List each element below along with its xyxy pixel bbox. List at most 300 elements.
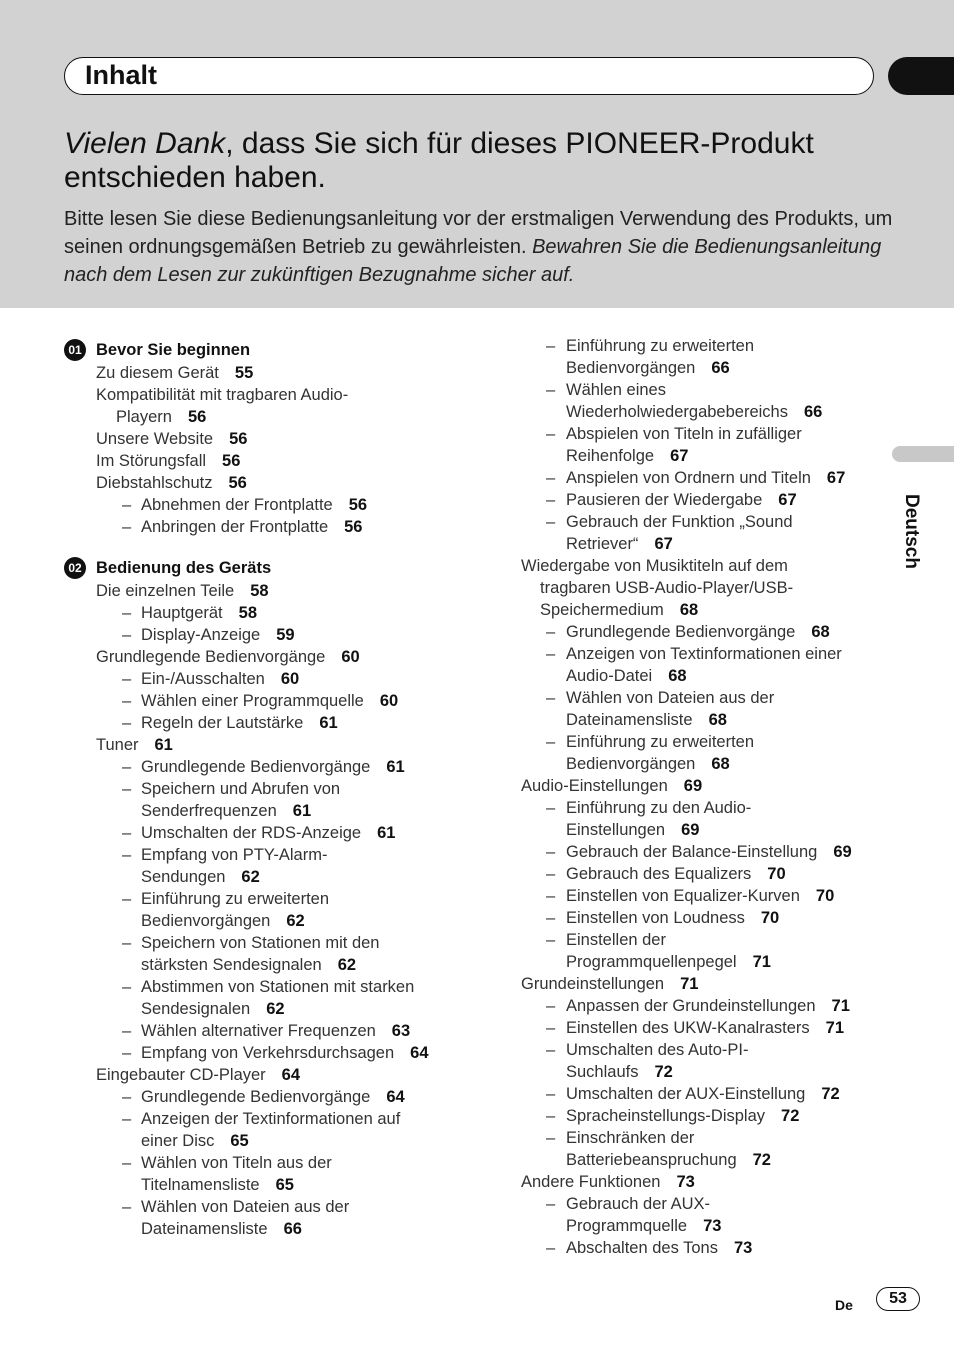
toc-page-number: 72: [752, 1151, 771, 1169]
header-tab-marker: [888, 57, 954, 95]
toc-entry-line: [64, 1196, 464, 1218]
toc-entry: [64, 734, 464, 756]
toc-entry-text: Audio-Datei: [566, 667, 653, 685]
toc-entry-line: [521, 577, 891, 599]
toc-page-number: 73: [703, 1217, 722, 1235]
section-title: Inhalt: [85, 60, 157, 90]
toc-page-number: 62: [241, 868, 260, 886]
toc-entry-text: Einstellen der: [566, 931, 666, 949]
toc-page-number: 65: [275, 1176, 294, 1194]
toc-page-number: 68: [711, 755, 730, 773]
toc-subentry: [521, 841, 891, 863]
toc-dash: –: [546, 843, 556, 861]
toc-subentry: [521, 1127, 891, 1171]
toc-entry-line: [64, 602, 464, 624]
toc-entry-text: Senderfrequenzen: [141, 802, 277, 820]
toc-page-number: 70: [767, 865, 786, 883]
toc-page-number: 71: [831, 997, 850, 1015]
toc-page-number: 72: [654, 1063, 673, 1081]
toc-entry-text: Umschalten des Auto-PI-: [566, 1041, 749, 1059]
toc-entry-text: Regeln der Lautstärke: [141, 714, 304, 732]
toc-page-number: 72: [781, 1107, 800, 1125]
toc-dash: –: [546, 1195, 556, 1213]
toc-page-number: 68: [679, 601, 699, 619]
toc-entry-text: tragbaren USB-Audio-Player/USB-: [540, 579, 794, 597]
toc-page-number: 64: [281, 1066, 301, 1084]
toc-page-number: 62: [286, 912, 305, 930]
toc-entry-text: Grundlegende Bedienvorgänge: [96, 648, 326, 666]
toc-entry-text: Anzeigen von Textinformationen einer: [566, 645, 842, 663]
toc-entry-line: [64, 384, 464, 406]
toc-entry-line: [521, 1237, 891, 1259]
toc-entry-text: Einführung zu erweiterten: [141, 890, 330, 908]
toc-page-number: 69: [683, 777, 703, 795]
toc-dash: –: [122, 1110, 132, 1128]
toc-dash: –: [122, 978, 132, 996]
toc-subentry: [521, 621, 891, 643]
language-tab-marker: [892, 446, 954, 462]
toc-entry-text: Audio-Einstellungen: [521, 777, 668, 795]
toc-dash: –: [546, 1019, 556, 1037]
toc-subentry: [521, 731, 891, 775]
toc-entry-text: Wählen von Dateien aus der: [566, 689, 775, 707]
toc-subentry: [521, 489, 891, 511]
toc-entry-line: [521, 951, 891, 973]
toc-dash: –: [122, 604, 132, 622]
toc-entry-text: Umschalten der RDS-Anzeige: [141, 824, 362, 842]
toc-entry-text: Kompatibilität mit tragbaren Audio-: [96, 386, 349, 404]
toc-entry-line: [64, 756, 464, 778]
toc-page-number: 71: [825, 1019, 844, 1037]
toc-subentry: [521, 907, 891, 929]
toc-entry: [64, 472, 464, 494]
toc-entry-text: Diebstahlschutz: [96, 474, 213, 492]
title-banner: [0, 0, 954, 308]
toc-entry-line: [64, 976, 464, 998]
toc-entry-line: [64, 580, 464, 602]
toc-entry-line: [521, 1127, 891, 1149]
toc-subentry: [64, 1196, 464, 1240]
toc-entry-line: [64, 932, 464, 954]
toc-entry-line: [521, 1149, 891, 1171]
toc-entry-text: Grundlegende Bedienvorgänge: [566, 623, 796, 641]
toc-dash: –: [122, 890, 132, 908]
toc-subentry: [64, 1086, 464, 1108]
toc-dash: –: [122, 824, 132, 842]
toc-subentry: [64, 756, 464, 778]
toc-subentry: [521, 1017, 891, 1039]
toc-entry-line: [64, 1174, 464, 1196]
toc-entry-text: Dateinamensliste: [566, 711, 693, 729]
toc-entry-text: Sendungen: [141, 868, 226, 886]
toc-entry-line: [521, 1193, 891, 1215]
toc-entry-text: Abnehmen der Frontplatte: [141, 496, 333, 514]
toc-entry-text: Wählen eines: [566, 381, 666, 399]
toc-entry-line: [521, 731, 891, 753]
toc-page-number: 67: [826, 469, 846, 487]
toc-entry-text: Hauptgerät: [141, 604, 223, 622]
toc-subentry: [64, 932, 464, 976]
toc-entry-line: [521, 775, 891, 797]
chapter-heading: [64, 339, 464, 361]
toc-entry-line: [521, 489, 891, 511]
toc-entry-line: [521, 1039, 891, 1061]
toc-page-number: 56: [222, 452, 241, 470]
toc-entry-text: Display-Anzeige: [141, 626, 261, 644]
toc-subentry: [64, 976, 464, 1020]
toc-subentry: [64, 712, 464, 734]
toc-page-number: 71: [752, 953, 771, 971]
toc-entry-text: Einstellen von Loudness: [566, 909, 745, 927]
toc-page-number: 66: [711, 359, 730, 377]
intro-paragraph: [64, 205, 894, 289]
toc-entry-line: [64, 778, 464, 800]
toc-entry-text: Gebrauch der Funktion „Sound: [566, 513, 793, 531]
toc-entry-text: Grundeinstellungen: [521, 975, 665, 993]
section-header: [64, 57, 874, 95]
toc-page-number: 58: [238, 604, 257, 622]
toc-dash: –: [546, 997, 556, 1015]
toc-page-number: 72: [821, 1085, 840, 1103]
toc-entry-text: Sendesignalen: [141, 1000, 251, 1018]
toc-dash: –: [122, 934, 132, 952]
toc-page-number: 73: [733, 1239, 753, 1257]
toc-entry-text: Speichern und Abrufen von: [141, 780, 341, 798]
toc-page-number: 60: [341, 648, 360, 666]
toc-dash: –: [122, 846, 132, 864]
toc-entry-line: [521, 665, 891, 687]
toc-entry-text: Wiederholwiedergabebereichs: [566, 403, 788, 421]
toc-subentry: [64, 1152, 464, 1196]
toc-entry-text: Einschränken der: [566, 1129, 695, 1147]
toc-entry-line: [64, 646, 464, 668]
toc-subentry: [64, 844, 464, 888]
toc-dash: –: [546, 337, 556, 355]
toc-entry-line: [521, 511, 891, 533]
toc-entry-text: Wählen einer Programmquelle: [141, 692, 364, 710]
toc-entry-text: Anspielen von Ordnern und Titeln: [566, 469, 811, 487]
toc-page-number: 56: [187, 408, 207, 426]
toc-entry-line: [64, 888, 464, 910]
toc-entry-text: Wiedergabe von Musiktiteln auf dem: [521, 557, 788, 575]
toc-subentry: [521, 797, 891, 841]
toc-page-number: 56: [344, 518, 363, 536]
toc-entry-line: [521, 1105, 891, 1127]
toc-entry-line: [64, 712, 464, 734]
toc-entry-line: [64, 1218, 464, 1240]
toc-entry: [64, 362, 464, 384]
toc-dash: –: [546, 1085, 556, 1103]
toc-page-number: 69: [681, 821, 700, 839]
toc-dash: –: [546, 799, 556, 817]
toc-entry-text: Wählen von Titeln aus der: [141, 1154, 332, 1172]
toc-page-number: 68: [668, 667, 687, 685]
toc-page-number: 68: [708, 711, 727, 729]
toc-entry-text: Batteriebeanspruchung: [566, 1151, 737, 1169]
toc-page-number: 61: [154, 736, 173, 754]
toc-page-number: 65: [230, 1132, 249, 1150]
toc-dash: –: [546, 425, 556, 443]
toc-dash: –: [546, 931, 556, 949]
toc-entry-text: Speichern von Stationen mit den: [141, 934, 380, 952]
toc-page-number: 56: [229, 430, 248, 448]
toc-entry-line: [64, 822, 464, 844]
toc-entry-line: [64, 910, 464, 932]
toc-entry-text: Empfang von PTY-Alarm-: [141, 846, 328, 864]
toc-entry-line: [521, 379, 891, 401]
toc-entry-text: Grundlegende Bedienvorgänge: [141, 758, 371, 776]
toc-dash: –: [546, 865, 556, 883]
toc-entry-text: Wählen von Dateien aus der: [141, 1198, 350, 1216]
toc-dash: –: [122, 758, 132, 776]
toc-entry-line: [521, 929, 891, 951]
toc-entry-text: Einführung zu erweiterten: [566, 337, 755, 355]
toc-dash: –: [546, 491, 556, 509]
toc-page-number: 60: [280, 670, 300, 688]
toc-subentry: [521, 335, 891, 379]
toc-page-number: 56: [228, 474, 247, 492]
toc-entry-text: Pausieren der Wiedergabe: [566, 491, 763, 509]
toc-entry-line: [521, 445, 891, 467]
toc-entry-text: Umschalten der AUX-Einstellung: [566, 1085, 806, 1103]
toc-dash: –: [122, 714, 132, 732]
toc-entry: [64, 450, 464, 472]
toc-entry-text: Einstellen des UKW-Kanalrasters: [566, 1019, 810, 1037]
toc-entry-text: Programmquelle: [566, 1217, 688, 1235]
toc-entry-text: Einführung zu den Audio-: [566, 799, 752, 817]
toc-page-number: 61: [377, 824, 396, 842]
toc-subentry: [521, 1105, 891, 1127]
toc-entry-line: [64, 1086, 464, 1108]
toc-entry-line: [521, 357, 891, 379]
toc-entry-text: Tuner: [96, 736, 139, 754]
toc-entry-line: [64, 998, 464, 1020]
toc-entry-line: [64, 428, 464, 450]
toc-subentry: [521, 467, 891, 489]
toc-subentry: [521, 1039, 891, 1083]
toc-dash: –: [122, 1044, 132, 1062]
toc-entry-line: [521, 797, 891, 819]
toc-entry-text: einer Disc: [141, 1132, 215, 1150]
toc-entry-text: Playern: [116, 408, 172, 426]
toc-entry-line: [521, 621, 891, 643]
toc-entry-text: Titelnamensliste: [141, 1176, 260, 1194]
toc-page-number: 56: [348, 496, 368, 514]
toc-page-number: 64: [386, 1088, 405, 1106]
toc-dash: –: [122, 1022, 132, 1040]
toc-dash: –: [122, 1198, 132, 1216]
toc-entry-text: Bedienvorgängen: [566, 359, 696, 377]
toc-entry-line: [64, 1020, 464, 1042]
toc-dash: –: [546, 645, 556, 663]
toc-entry-text: Speichermedium: [540, 601, 664, 619]
toc-entry-text: Spracheinstellungs-Display: [566, 1107, 766, 1125]
toc-entry-line: [64, 866, 464, 888]
toc-entry-text: Abspielen von Titeln in zufälliger: [566, 425, 802, 443]
toc-page-number: 69: [833, 843, 852, 861]
toc-entry-line: [64, 406, 464, 428]
toc-entry-line: [521, 401, 891, 423]
toc-page-number: 58: [250, 582, 269, 600]
toc-page-number: 70: [815, 887, 835, 905]
toc-entry-line: [521, 555, 891, 577]
toc-entry-line: [521, 643, 891, 665]
toc-dash: –: [122, 780, 132, 798]
toc-dash: –: [122, 670, 132, 688]
toc-subentry: [521, 863, 891, 885]
toc-entry-text: Bedienvorgängen: [141, 912, 271, 930]
toc-subentry: [521, 379, 891, 423]
chapter-number-badge: 02: [64, 557, 86, 579]
chapter-heading: [64, 557, 464, 579]
toc-page-number: 67: [654, 535, 673, 553]
toc-entry-line: [521, 863, 891, 885]
toc-entry-line: [521, 1017, 891, 1039]
toc-entry-line: [521, 1215, 891, 1237]
toc-entry-line: [521, 1171, 891, 1193]
toc-spacer: [64, 538, 464, 552]
toc-dash: –: [546, 1129, 556, 1147]
toc-entry-text: stärksten Sendesignalen: [141, 956, 322, 974]
toc-dash: –: [546, 909, 556, 927]
toc-entry-text: Abschalten des Tons: [566, 1239, 718, 1257]
toc-dash: –: [546, 689, 556, 707]
toc-dash: –: [546, 469, 556, 487]
toc-page-number: 73: [676, 1173, 695, 1191]
toc-dash: –: [546, 623, 556, 641]
toc-entry-text: Einführung zu erweiterten: [566, 733, 755, 751]
toc-entry-line: [64, 1152, 464, 1174]
toc-page-number: 71: [680, 975, 699, 993]
toc-entry: [521, 555, 891, 621]
toc-entry-line: [64, 494, 464, 516]
toc-entry-line: [521, 1083, 891, 1105]
toc-entry-text: Eingebauter CD-Player: [96, 1066, 266, 1084]
toc-dash: –: [546, 887, 556, 905]
toc-entry-text: Suchlaufs: [566, 1063, 639, 1081]
toc-entry-line: [64, 690, 464, 712]
toc-page-number: 66: [803, 403, 823, 421]
toc-entry-line: [521, 533, 891, 555]
toc-dash: –: [122, 518, 132, 536]
toc-subentry: [64, 1020, 464, 1042]
toc-page-number: 61: [386, 758, 405, 776]
toc-entry-line: [64, 734, 464, 756]
toc-subentry: [521, 995, 891, 1017]
toc-page-number: 61: [319, 714, 338, 732]
toc-entry-text: Andere Funktionen: [521, 1173, 661, 1191]
language-tab-label: Deutsch: [901, 494, 922, 569]
toc-page-number: 63: [391, 1022, 411, 1040]
toc-entry: [64, 580, 464, 602]
toc-dash: –: [122, 692, 132, 710]
toc-subentry: [64, 888, 464, 932]
toc-entry: [521, 973, 891, 995]
toc-column-left: [64, 335, 464, 1240]
toc-entry-text: Wählen alternativer Frequenzen: [141, 1022, 376, 1040]
toc-entry-text: Gebrauch des Equalizers: [566, 865, 752, 883]
toc-entry-line: [64, 472, 464, 494]
toc-dash: –: [546, 733, 556, 751]
toc-entry-text: Gebrauch der AUX-: [566, 1195, 710, 1213]
toc-entry-line: [521, 841, 891, 863]
toc-page-number: 68: [811, 623, 830, 641]
toc-entry-line: [64, 624, 464, 646]
toc-subentry: [521, 929, 891, 973]
intro-regular: Bitte lesen Sie diese Bedienungsanleitung vor der erstmaligen Verwendung des Produkts, um seinen ordnungsgemäßen Betrieb zu gewährleisten.: [64, 208, 893, 258]
toc-entry-text: Im Störungsfall: [96, 452, 207, 470]
toc-subentry: [64, 1042, 464, 1064]
toc-entry-line: [64, 954, 464, 976]
chapter-title: Bevor Sie beginnen: [96, 340, 251, 359]
toc-entry-line: [521, 335, 891, 357]
toc-entry-line: [64, 362, 464, 384]
toc-entry-line: [521, 907, 891, 929]
footer-language: De: [835, 1297, 853, 1313]
toc-entry-text: Reihenfolge: [566, 447, 655, 465]
toc-entry-text: Abstimmen von Stationen mit starken: [141, 978, 415, 996]
toc-subentry: [64, 822, 464, 844]
toc-page-number: 55: [234, 364, 254, 382]
toc-page-number: 62: [337, 956, 357, 974]
toc-entry-text: Grundlegende Bedienvorgänge: [141, 1088, 371, 1106]
toc-entry-line: [521, 687, 891, 709]
toc-entry-text: Retriever“: [566, 535, 639, 553]
toc-page-number: 61: [292, 802, 312, 820]
toc-page-number: 70: [760, 909, 780, 927]
toc-subentry: [521, 885, 891, 907]
toc-subentry: [521, 687, 891, 731]
toc-entry-line: [521, 467, 891, 489]
toc-entry-text: Einstellen von Equalizer-Kurven: [566, 887, 800, 905]
toc-entry-line: [521, 973, 891, 995]
toc-entry-line: [521, 753, 891, 775]
toc-entry-text: Ein-/Ausschalten: [141, 670, 265, 688]
toc-subentry: [521, 511, 891, 555]
toc-dash: –: [546, 513, 556, 531]
headline-rest: , dass Sie sich für dieses PIONEER-Produkt entschieden haben.: [64, 127, 814, 194]
toc-entry-text: Dateinamensliste: [141, 1220, 268, 1238]
toc-subentry: [64, 778, 464, 822]
toc-page-number: 67: [778, 491, 797, 509]
toc-entry-text: Anbringen der Frontplatte: [141, 518, 329, 536]
toc-subentry: [64, 1108, 464, 1152]
toc-column-right: [521, 335, 891, 1259]
toc-entry-line: [64, 450, 464, 472]
toc-subentry: [64, 668, 464, 690]
toc-subentry: [521, 1237, 891, 1259]
toc-entry-line: [64, 668, 464, 690]
toc-entry-line: [521, 1061, 891, 1083]
toc-entry-line: [521, 599, 891, 621]
toc-entry-line: [64, 1130, 464, 1152]
toc-entry: [64, 384, 464, 428]
toc-dash: –: [546, 381, 556, 399]
toc-dash: –: [122, 1088, 132, 1106]
toc-dash: –: [122, 496, 132, 514]
toc-page-number: 59: [276, 626, 295, 644]
toc-entry-text: Gebrauch der Balance-Einstellung: [566, 843, 818, 861]
toc-entry-line: [521, 995, 891, 1017]
toc-subentry: [64, 516, 464, 538]
headline-italic: Vielen Dank: [64, 127, 226, 160]
toc-entry: [64, 1064, 464, 1086]
toc-entry-line: [64, 844, 464, 866]
toc-entry-text: Empfang von Verkehrsdurchsagen: [141, 1044, 395, 1062]
toc-entry: [64, 646, 464, 668]
toc-entry-text: Anpassen der Grundeinstellungen: [566, 997, 816, 1015]
toc-dash: –: [546, 1041, 556, 1059]
